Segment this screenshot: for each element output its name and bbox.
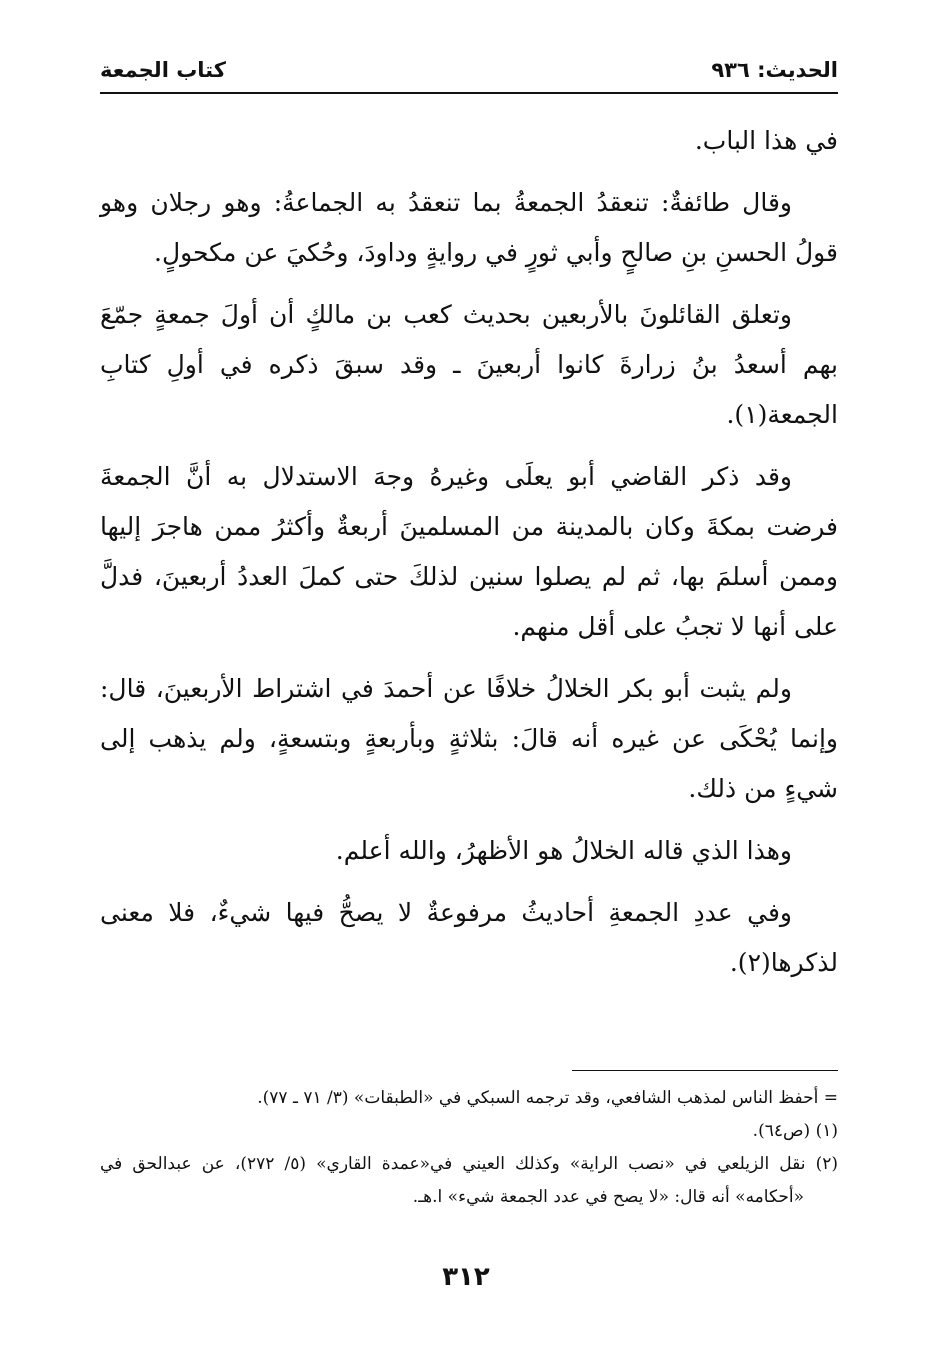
footnote-1: (١) (ص٦٤). [752, 1121, 838, 1141]
running-header [100, 58, 838, 94]
paragraph: ولم يثبت أبو بكر الخلالُ خلافًا عن أحمدَ في اشتراط الأربعينَ، قال: وإنما يُحْكَى عن غيره أنه قالَ: بثلاثةٍ وبأربعةٍ وبتسعةٍ، ولم يذهب إلى شيءٍ من ذلك. [100, 674, 838, 803]
paragraph: وقال طائفةٌ: تنعقدُ الجمعةُ بما تنعقدُ به الجماعةُ: وهو رجلان وهو قولُ الحسنِ بنِ صالحٍ وأبي ثورٍ في روايةٍ وداودَ، وحُكيَ عن مكحولٍ. [100, 188, 838, 267]
main-text [100, 116, 838, 988]
hadith-number-heading: الحديث: ٩٣٦ [711, 58, 838, 82]
footnote-separator [572, 1070, 838, 1071]
footnotes [100, 1082, 838, 1214]
paragraph: وقد ذكر القاضي أبو يعلَى وغيرهُ وجهَ الاستدلال به أنَّ الجمعةَ فرضت بمكةَ وكان بالمدينة من المسلمينَ أربعةٌ وأكثرُ ممن هاجرَ إليها وممن أسلمَ بها، ثم لم يصلوا سنين لذلكَ حتى كملَ العددُ أربعينَ، فدلَّ على أنها لا تجبُ على أقل منهم. [100, 462, 838, 641]
page-number: ٣١٢ [442, 1262, 490, 1292]
paragraph: وهذا الذي قاله الخلالُ هو الأظهرُ، والله أعلم. [335, 836, 792, 865]
footnote-continuation: = أحفظ الناس لمذهب الشافعي، وقد ترجمه السبكي في «الطبقات» (٣/ ٧١ ـ ٧٧). [257, 1088, 838, 1108]
paragraph: وفي عددِ الجمعةِ أحاديثُ مرفوعةٌ لا يصحُّ فيها شيءٌ، فلا معنى لذكرها(٢). [100, 898, 838, 977]
paragraph: في هذا الباب. [694, 126, 838, 155]
chapter-title-heading: كتاب الجمعة [100, 58, 226, 82]
footnote-2: (٢) نقل الزيلعي في «نصب الراية» وكذلك العيني في«عمدة القاري» (٥/ ٢٧٢)، عن عبدالحق في «أحكامه» أنه قال: «لا يصح في عدد الجمعة شيء» ا.هـ. [100, 1154, 839, 1207]
paragraph: وتعلق القائلونَ بالأربعين بحديث كعب بن مالكٍ أن أولَ جمعةٍ جمّعَ بهم أسعدُ بنُ زرارةَ كانوا أربعينَ ـ وقد سبقَ ذكره في أولِ كتابِ الجمعة(١). [100, 300, 838, 429]
